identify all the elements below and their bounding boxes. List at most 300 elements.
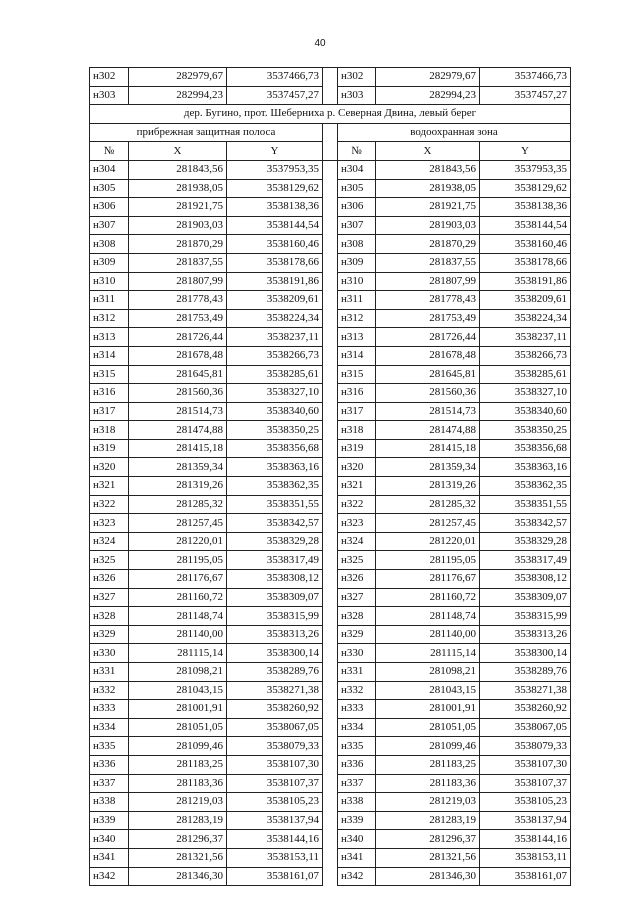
y-left: 3538107,37 xyxy=(227,774,323,793)
point-id-right: н322 xyxy=(338,495,376,514)
y-right: 3538107,30 xyxy=(480,755,571,774)
point-id-right: н318 xyxy=(338,421,376,440)
point-id-right: н306 xyxy=(338,198,376,217)
x-left: 281321,56 xyxy=(129,848,227,867)
table-row xyxy=(90,663,571,682)
x-left: 281474,88 xyxy=(129,421,227,440)
point-id-right: н342 xyxy=(338,867,376,886)
point-id-left: н323 xyxy=(90,514,129,533)
x-left: 281220,01 xyxy=(129,532,227,551)
y-left: 3538266,73 xyxy=(227,346,323,365)
point-id-right: н311 xyxy=(338,291,376,310)
x-right: 281140,00 xyxy=(376,625,480,644)
y-left: 3538224,34 xyxy=(227,309,323,328)
y-left: 3538161,07 xyxy=(227,867,323,886)
y-left: 3538350,25 xyxy=(227,421,323,440)
point-id-right: н319 xyxy=(338,439,376,458)
table-row xyxy=(90,384,571,403)
table-row xyxy=(90,198,571,217)
x-right: 281183,36 xyxy=(376,774,480,793)
point-id-left: н334 xyxy=(90,718,129,737)
point-id-left: н341 xyxy=(90,848,129,867)
point-id-left: н328 xyxy=(90,607,129,626)
point-id-left: н311 xyxy=(90,291,129,310)
point-id-left: н337 xyxy=(90,774,129,793)
table-row xyxy=(90,551,571,570)
y-left: 3538313,26 xyxy=(227,625,323,644)
right-section-title: водоохранная зона xyxy=(338,123,571,142)
point-id-left: н307 xyxy=(90,216,129,235)
right-col-y: Y xyxy=(480,142,571,161)
x-right: 281195,05 xyxy=(376,551,480,570)
point-id-left: н339 xyxy=(90,811,129,830)
y-right: 3538285,61 xyxy=(480,365,571,384)
y-right: 3538079,33 xyxy=(480,737,571,756)
point-id-right: н339 xyxy=(338,811,376,830)
y-left: 3538356,68 xyxy=(227,439,323,458)
table-row xyxy=(90,309,571,328)
x-right: 281183,25 xyxy=(376,755,480,774)
table-row xyxy=(90,718,571,737)
y-left: 3538363,16 xyxy=(227,458,323,477)
y-left: 3537953,35 xyxy=(227,160,323,179)
x-right: 281148,74 xyxy=(376,607,480,626)
point-id-left: н315 xyxy=(90,365,129,384)
x-left: 281257,45 xyxy=(129,514,227,533)
y-left: 3538289,76 xyxy=(227,663,323,682)
table-row xyxy=(90,160,571,179)
coordinates-table xyxy=(89,67,571,886)
x-left: 282994,23 xyxy=(129,86,227,105)
point-id-left: н317 xyxy=(90,402,129,421)
point-id-left: н326 xyxy=(90,570,129,589)
x-left: 281183,25 xyxy=(129,755,227,774)
table-row xyxy=(90,235,571,254)
y-left: 3538129,62 xyxy=(227,179,323,198)
y-right: 3537466,73 xyxy=(480,68,571,87)
point-id-right: н331 xyxy=(338,663,376,682)
y-right: 3538137,94 xyxy=(480,811,571,830)
table-row xyxy=(90,346,571,365)
x-right: 281001,91 xyxy=(376,700,480,719)
x-left: 281560,36 xyxy=(129,384,227,403)
point-id-right: н305 xyxy=(338,179,376,198)
y-left: 3538191,86 xyxy=(227,272,323,291)
point-id-right: н328 xyxy=(338,607,376,626)
left-col-no: № xyxy=(90,142,129,161)
table-row xyxy=(90,607,571,626)
point-id-left: н333 xyxy=(90,700,129,719)
point-id-left: н314 xyxy=(90,346,129,365)
x-right: 281645,81 xyxy=(376,365,480,384)
point-id-left: н316 xyxy=(90,384,129,403)
y-left: 3538107,30 xyxy=(227,755,323,774)
point-id-left: н319 xyxy=(90,439,129,458)
point-id-right: н323 xyxy=(338,514,376,533)
y-right: 3538237,11 xyxy=(480,328,571,347)
x-left: 281514,73 xyxy=(129,402,227,421)
y-right: 3538271,38 xyxy=(480,681,571,700)
x-left: 281678,48 xyxy=(129,346,227,365)
table-row xyxy=(90,867,571,886)
x-right: 281778,43 xyxy=(376,291,480,310)
point-id-left: н332 xyxy=(90,681,129,700)
y-left: 3538329,28 xyxy=(227,532,323,551)
y-left: 3538237,11 xyxy=(227,328,323,347)
y-right: 3538260,92 xyxy=(480,700,571,719)
point-id-left: н304 xyxy=(90,160,129,179)
y-left: 3538315,99 xyxy=(227,607,323,626)
y-right: 3538362,35 xyxy=(480,477,571,496)
y-left: 3538178,66 xyxy=(227,253,323,272)
x-right: 281160,72 xyxy=(376,588,480,607)
x-right: 281257,45 xyxy=(376,514,480,533)
y-left: 3538327,10 xyxy=(227,384,323,403)
y-right: 3538224,34 xyxy=(480,309,571,328)
point-id-right: н332 xyxy=(338,681,376,700)
table-row xyxy=(90,681,571,700)
point-id-left: н310 xyxy=(90,272,129,291)
x-left: 281843,56 xyxy=(129,160,227,179)
table-row xyxy=(90,216,571,235)
x-left: 281140,00 xyxy=(129,625,227,644)
x-right: 282994,23 xyxy=(376,86,480,105)
y-right: 3538161,07 xyxy=(480,867,571,886)
point-id-right: н310 xyxy=(338,272,376,291)
location-title-row xyxy=(90,105,571,124)
y-right: 3538144,16 xyxy=(480,830,571,849)
y-right: 3538351,55 xyxy=(480,495,571,514)
y-right: 3538340,60 xyxy=(480,402,571,421)
x-left: 281195,05 xyxy=(129,551,227,570)
x-right: 281903,03 xyxy=(376,216,480,235)
point-id-left: н306 xyxy=(90,198,129,217)
y-right: 3538153,11 xyxy=(480,848,571,867)
point-id-right: н313 xyxy=(338,328,376,347)
table-row xyxy=(90,402,571,421)
x-left: 281903,03 xyxy=(129,216,227,235)
table-row xyxy=(90,272,571,291)
y-left: 3538362,35 xyxy=(227,477,323,496)
point-id-left: н324 xyxy=(90,532,129,551)
table-row xyxy=(90,458,571,477)
y-left: 3538144,54 xyxy=(227,216,323,235)
point-id-right: н336 xyxy=(338,755,376,774)
x-left: 281870,29 xyxy=(129,235,227,254)
y-right: 3538144,54 xyxy=(480,216,571,235)
x-left: 281346,30 xyxy=(129,867,227,886)
point-id-right: н333 xyxy=(338,700,376,719)
y-left: 3537457,27 xyxy=(227,86,323,105)
y-left: 3538351,55 xyxy=(227,495,323,514)
y-right: 3538313,26 xyxy=(480,625,571,644)
table-row xyxy=(90,793,571,812)
x-right: 281319,26 xyxy=(376,477,480,496)
x-right: 281807,99 xyxy=(376,272,480,291)
table-row xyxy=(90,588,571,607)
y-left: 3537466,73 xyxy=(227,68,323,87)
table-row xyxy=(90,700,571,719)
point-id-right: н335 xyxy=(338,737,376,756)
x-left: 281001,91 xyxy=(129,700,227,719)
y-right: 3538107,37 xyxy=(480,774,571,793)
x-left: 281938,05 xyxy=(129,179,227,198)
point-id-left: н320 xyxy=(90,458,129,477)
y-right: 3538356,68 xyxy=(480,439,571,458)
y-right: 3538191,86 xyxy=(480,272,571,291)
x-right: 281220,01 xyxy=(376,532,480,551)
table-row xyxy=(90,737,571,756)
table-row xyxy=(90,86,571,105)
x-right: 281678,48 xyxy=(376,346,480,365)
x-left: 281319,26 xyxy=(129,477,227,496)
x-right: 281726,44 xyxy=(376,328,480,347)
section-header-row xyxy=(90,123,571,142)
y-right: 3538342,57 xyxy=(480,514,571,533)
x-right: 281837,55 xyxy=(376,253,480,272)
point-id-left: н336 xyxy=(90,755,129,774)
x-left: 281098,21 xyxy=(129,663,227,682)
x-right: 281870,29 xyxy=(376,235,480,254)
right-col-no: № xyxy=(338,142,376,161)
x-right: 281415,18 xyxy=(376,439,480,458)
x-left: 281219,03 xyxy=(129,793,227,812)
table-row xyxy=(90,328,571,347)
x-right: 282979,67 xyxy=(376,68,480,87)
table-row xyxy=(90,625,571,644)
point-id-left: н340 xyxy=(90,830,129,849)
point-id-right: н329 xyxy=(338,625,376,644)
point-id-left: н302 xyxy=(90,68,129,87)
point-id-left: н330 xyxy=(90,644,129,663)
y-right: 3537953,35 xyxy=(480,160,571,179)
y-right: 3538329,28 xyxy=(480,532,571,551)
y-right: 3538209,61 xyxy=(480,291,571,310)
point-id-right: н302 xyxy=(338,68,376,87)
x-right: 281474,88 xyxy=(376,421,480,440)
x-left: 281807,99 xyxy=(129,272,227,291)
point-id-left: н313 xyxy=(90,328,129,347)
point-id-right: н324 xyxy=(338,532,376,551)
x-right: 281843,56 xyxy=(376,160,480,179)
y-left: 3538300,14 xyxy=(227,644,323,663)
location-title: дер. Бугино, прот. Шеберниха р. Северная Двина, левый берег xyxy=(90,105,571,124)
table-row xyxy=(90,291,571,310)
x-left: 281753,49 xyxy=(129,309,227,328)
x-left: 281183,36 xyxy=(129,774,227,793)
table-row xyxy=(90,848,571,867)
right-col-x: X xyxy=(376,142,480,161)
table-row xyxy=(90,570,571,589)
x-right: 281051,05 xyxy=(376,718,480,737)
point-id-right: н334 xyxy=(338,718,376,737)
y-right: 3538309,07 xyxy=(480,588,571,607)
table-row xyxy=(90,68,571,87)
x-right: 281321,56 xyxy=(376,848,480,867)
x-right: 281359,34 xyxy=(376,458,480,477)
table-row xyxy=(90,439,571,458)
table-row xyxy=(90,421,571,440)
x-left: 281051,05 xyxy=(129,718,227,737)
y-left: 3538317,49 xyxy=(227,551,323,570)
x-left: 281837,55 xyxy=(129,253,227,272)
y-left: 3538144,16 xyxy=(227,830,323,849)
y-right: 3538327,10 xyxy=(480,384,571,403)
table-row xyxy=(90,179,571,198)
table-row xyxy=(90,495,571,514)
x-right: 281753,49 xyxy=(376,309,480,328)
y-right: 3538067,05 xyxy=(480,718,571,737)
y-left: 3538271,38 xyxy=(227,681,323,700)
x-left: 281283,19 xyxy=(129,811,227,830)
y-left: 3538308,12 xyxy=(227,570,323,589)
x-right: 281098,21 xyxy=(376,663,480,682)
x-left: 281160,72 xyxy=(129,588,227,607)
point-id-right: н308 xyxy=(338,235,376,254)
point-id-right: н312 xyxy=(338,309,376,328)
y-right: 3538317,49 xyxy=(480,551,571,570)
point-id-left: н338 xyxy=(90,793,129,812)
point-id-right: н304 xyxy=(338,160,376,179)
point-id-left: н327 xyxy=(90,588,129,607)
x-right: 281514,73 xyxy=(376,402,480,421)
y-right: 3538105,23 xyxy=(480,793,571,812)
x-right: 281296,37 xyxy=(376,830,480,849)
point-id-left: н325 xyxy=(90,551,129,570)
column-header-row xyxy=(90,142,571,161)
x-left: 281176,67 xyxy=(129,570,227,589)
point-id-right: н337 xyxy=(338,774,376,793)
point-id-left: н322 xyxy=(90,495,129,514)
point-id-left: н312 xyxy=(90,309,129,328)
y-right: 3538308,12 xyxy=(480,570,571,589)
y-right: 3538178,66 xyxy=(480,253,571,272)
point-id-right: н338 xyxy=(338,793,376,812)
y-right: 3537457,27 xyxy=(480,86,571,105)
left-section-title: прибрежная защитная полоса xyxy=(90,123,323,142)
x-left: 281778,43 xyxy=(129,291,227,310)
table-row xyxy=(90,514,571,533)
table-row xyxy=(90,774,571,793)
point-id-left: н308 xyxy=(90,235,129,254)
x-left: 281645,81 xyxy=(129,365,227,384)
point-id-right: н320 xyxy=(338,458,376,477)
y-left: 3538342,57 xyxy=(227,514,323,533)
y-right: 3538266,73 xyxy=(480,346,571,365)
y-left: 3538137,94 xyxy=(227,811,323,830)
y-left: 3538067,05 xyxy=(227,718,323,737)
point-id-right: н315 xyxy=(338,365,376,384)
x-right: 281346,30 xyxy=(376,867,480,886)
x-left: 281415,18 xyxy=(129,439,227,458)
x-left: 281115,14 xyxy=(129,644,227,663)
x-right: 281099,46 xyxy=(376,737,480,756)
point-id-left: н318 xyxy=(90,421,129,440)
point-id-right: н330 xyxy=(338,644,376,663)
x-left: 281043,15 xyxy=(129,681,227,700)
table-row xyxy=(90,532,571,551)
x-left: 281148,74 xyxy=(129,607,227,626)
x-left: 282979,67 xyxy=(129,68,227,87)
y-right: 3538350,25 xyxy=(480,421,571,440)
y-right: 3538315,99 xyxy=(480,607,571,626)
table-row xyxy=(90,755,571,774)
x-left: 281285,32 xyxy=(129,495,227,514)
point-id-right: н316 xyxy=(338,384,376,403)
table-row xyxy=(90,253,571,272)
x-right: 281938,05 xyxy=(376,179,480,198)
point-id-left: н329 xyxy=(90,625,129,644)
point-id-left: н305 xyxy=(90,179,129,198)
x-right: 281283,19 xyxy=(376,811,480,830)
x-right: 281115,14 xyxy=(376,644,480,663)
x-right: 281176,67 xyxy=(376,570,480,589)
table-row xyxy=(90,477,571,496)
y-right: 3538363,16 xyxy=(480,458,571,477)
table-row xyxy=(90,365,571,384)
point-id-right: н326 xyxy=(338,570,376,589)
point-id-left: н303 xyxy=(90,86,129,105)
y-left: 3538340,60 xyxy=(227,402,323,421)
point-id-right: н327 xyxy=(338,588,376,607)
x-right: 281921,75 xyxy=(376,198,480,217)
y-left: 3538079,33 xyxy=(227,737,323,756)
x-left: 281099,46 xyxy=(129,737,227,756)
point-id-right: н321 xyxy=(338,477,376,496)
x-left: 281726,44 xyxy=(129,328,227,347)
y-left: 3538153,11 xyxy=(227,848,323,867)
point-id-left: н335 xyxy=(90,737,129,756)
point-id-right: н303 xyxy=(338,86,376,105)
point-id-right: н340 xyxy=(338,830,376,849)
point-id-right: н309 xyxy=(338,253,376,272)
y-right: 3538289,76 xyxy=(480,663,571,682)
point-id-right: н317 xyxy=(338,402,376,421)
y-left: 3538138,36 xyxy=(227,198,323,217)
point-id-left: н309 xyxy=(90,253,129,272)
point-id-right: н325 xyxy=(338,551,376,570)
y-right: 3538160,46 xyxy=(480,235,571,254)
y-left: 3538309,07 xyxy=(227,588,323,607)
x-right: 281285,32 xyxy=(376,495,480,514)
point-id-right: н307 xyxy=(338,216,376,235)
x-right: 281560,36 xyxy=(376,384,480,403)
y-left: 3538209,61 xyxy=(227,291,323,310)
point-id-left: н331 xyxy=(90,663,129,682)
y-left: 3538105,23 xyxy=(227,793,323,812)
x-right: 281043,15 xyxy=(376,681,480,700)
left-col-x: X xyxy=(129,142,227,161)
point-id-right: н341 xyxy=(338,848,376,867)
x-left: 281296,37 xyxy=(129,830,227,849)
x-left: 281921,75 xyxy=(129,198,227,217)
y-left: 3538160,46 xyxy=(227,235,323,254)
y-left: 3538285,61 xyxy=(227,365,323,384)
y-left: 3538260,92 xyxy=(227,700,323,719)
x-right: 281219,03 xyxy=(376,793,480,812)
point-id-left: н321 xyxy=(90,477,129,496)
y-right: 3538129,62 xyxy=(480,179,571,198)
y-right: 3538138,36 xyxy=(480,198,571,217)
x-left: 281359,34 xyxy=(129,458,227,477)
point-id-right: н314 xyxy=(338,346,376,365)
table-row xyxy=(90,811,571,830)
table-row xyxy=(90,644,571,663)
table-row xyxy=(90,830,571,849)
page-number: 40 xyxy=(314,38,326,49)
y-right: 3538300,14 xyxy=(480,644,571,663)
point-id-left: н342 xyxy=(90,867,129,886)
